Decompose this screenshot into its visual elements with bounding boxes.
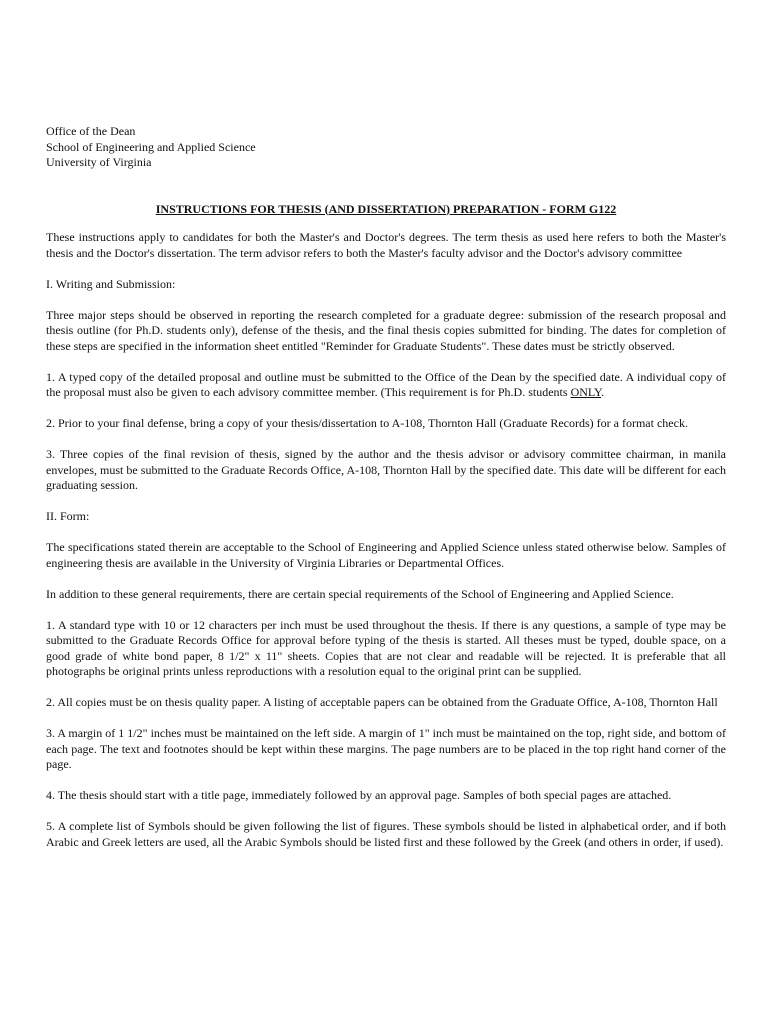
address-line-university: University of Virginia xyxy=(46,155,152,169)
major-steps-paragraph: Three major steps should be observed in reporting the research completed for a graduate degree: submission of the research proposal and thesis outline (for Ph.D. students only), defense of the thesis, and the final thesis copies submitted for binding. The dates for completion of these steps are specified in the information sheet entitled "Reminder for Graduate Students". These dates must be strictly observed. xyxy=(46,307,726,353)
section-heading-writing-submission: I. Writing and Submission: xyxy=(46,276,176,291)
intro-paragraph: These instructions apply to candidates for both the Master's and Doctor's degrees. The term thesis as used here refers to both the Master's thesis and the Doctor's dissertation. The term advisor refers to both the Master's faculty advisor and the Doctor's advisory committee xyxy=(46,230,726,260)
document-title: INSTRUCTIONS FOR THESIS (AND DISSERTATION) PREPARATION - FORM G122 xyxy=(155,201,617,216)
step-2-format-check: 2. Prior to your final defense, bring a copy of your thesis/dissertation to A-108, Thornton Hall (Graduate Records) for a format check. xyxy=(46,416,688,430)
step-3-final-copies: 3. Three copies of the final revision of thesis, signed by the author and the thesis advisor or advisory committee chairman, in manila envelopes, must be submitted to the Graduate Records Office, A-108, Thornton Hall by the specified date. This date will be different for each graduating session. xyxy=(46,447,726,492)
special-requirements-paragraph: In addition to these general requirements, there are certain special requirements of the School of Engineering and Applied Science. xyxy=(46,586,674,601)
form-item-4-title-page: 4. The thesis should start with a title page, immediately followed by an approval page. Samples of both special pages are attached. xyxy=(46,788,672,802)
form-item-5-symbols: 5. A complete list of Symbols should be given following the list of figures. These symbols should be listed in alphabetical order, and if both Arabic and Greek letters are used, all the Arabic Symbols should be listed first and these followed by the Greek (and others in order, if used). xyxy=(46,819,726,849)
office-address xyxy=(46,124,726,171)
step-1-end: . xyxy=(601,385,605,399)
step-1-emphasis: ONLY xyxy=(570,385,602,399)
address-line-school: School of Engineering and Applied Science xyxy=(46,139,256,154)
address-line-office: Office of the Dean xyxy=(46,124,136,138)
form-item-2-paper: 2. All copies must be on thesis quality paper. A listing of acceptable papers can be obtained from the Graduate Office, A-108, Thornton Hall xyxy=(46,695,718,709)
form-item-1-type: 1. A standard type with 10 or 12 characters per inch must be used throughout the thesis. If there is any questions, a sample of type may be submitted to the Graduate Records Office for approval before typing of the thesis is started. All theses must be typed, double space, on a good grade of white bond paper, 8 1/2" x 11" sheets. Copies that are not clear and readable will be rejected. It is preferable that all photographs be original prints unless reproductions with a resolution equal to the original print can be supplied. xyxy=(46,617,726,678)
document-page xyxy=(46,124,726,866)
specifications-paragraph: The specifications stated therein are acceptable to the School of Engineering and Applied Science unless stated otherwise below. Samples of engineering thesis are available in the University of Virginia Libraries or Departmental Offices. xyxy=(46,540,726,570)
step-1-text: 1. A typed copy of the detailed proposal and outline must be submitted to the Office of the Dean by the specified date. A individual copy of the proposal must also be given to each advisory committee member. (This requirement is for Ph.D. students xyxy=(46,369,726,399)
section-heading-form: II. Form: xyxy=(46,509,90,523)
step-1-proposal xyxy=(46,370,726,401)
form-item-3-margins: 3. A margin of 1 1/2" inches must be maintained on the left side. A margin of 1" inch must be maintained on the top, right side, and bottom of each page. The text and footnotes should be kept within these margins. The page numbers are to be placed in the top right hand corner of the page. xyxy=(46,726,726,771)
